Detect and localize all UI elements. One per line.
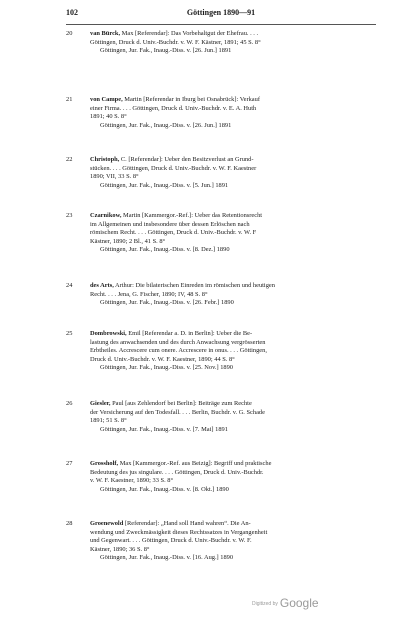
entry-citation bbox=[90, 96, 378, 122]
watermark-prefix: Digitized by bbox=[252, 600, 278, 607]
author-name: Christoph, bbox=[90, 156, 120, 163]
entry-text: Arthur: Die bilaterischen Einreden im römischen und heutigen Recht. . . . Jena, G. Fischer, 1890; IV, 48 S. 8° bbox=[90, 282, 275, 298]
entry-citation bbox=[90, 520, 378, 554]
entry-text: Emil [Referendar a. D. in Berlin]: Ueber die Be- lastung des anwachsenden und des durch Anwachsung vergrösserten Erbtheiles. Accrescere cum onere. Accrescere in onus. . . . Göttingen, Druck d. Univ.-Buchdr. v. W. F. Kaestner, 1890; 44 S. 8° bbox=[90, 330, 267, 363]
bibliography-entry bbox=[66, 212, 378, 255]
entry-citation bbox=[90, 460, 378, 486]
dissertation-note: Göttingen, Jur. Fak., Inaug.-Diss. v. [26. Jun.] 1891 bbox=[100, 121, 232, 129]
entry-number: 20 bbox=[66, 30, 73, 37]
dissertation-note: Göttingen, Jur. Fak., Inaug.-Diss. v. [5. Jun.] 1891 bbox=[100, 181, 229, 189]
dissertation-note: Göttingen, Jur. Fak., Inaug.-Diss. v. [8. Okt.] 1890 bbox=[100, 485, 229, 493]
author-name: Grossholf, bbox=[90, 460, 119, 467]
entry-number: 26 bbox=[66, 400, 73, 407]
page-number: 102 bbox=[66, 8, 78, 17]
author-name: Groenewold bbox=[90, 520, 124, 527]
entry-number: 22 bbox=[66, 156, 73, 163]
entry-citation bbox=[90, 212, 378, 246]
dissertation-note: Göttingen, Jur. Fak., Inaug.-Diss. v. [8. Dez.] 1890 bbox=[100, 246, 230, 254]
dissertation-note: Göttingen, Jur. Fak., Inaug.-Diss. v. [25. Nov.] 1890 bbox=[100, 364, 234, 372]
google-watermark bbox=[252, 596, 319, 610]
author-name: Giesler, bbox=[90, 400, 111, 407]
entry-text: Martin [Referendar in Iburg bei Osnabrück]: Verkauf einer Firma. . . . Göttingen, Druck d. Univ.-Buchdr. v. E. A. Huth 1891; 40 S. 8° bbox=[90, 96, 260, 121]
entry-text: Martin [Kammergor.-Ref.]: Ueber das Retentionsrecht im Allgemeinen und insbesondere über dessen Erlöschen nach römischem Recht. . . . Göttingen, Druck d. Univ.-Buchdr. v. W. F Kästner, 1890; 2 Bl., 41 S. 8° bbox=[90, 212, 263, 245]
bibliography-entry bbox=[66, 30, 378, 56]
bibliography-entry bbox=[66, 282, 378, 308]
dissertation-note: Göttingen, Jur. Fak., Inaug.-Diss. v. [26. Jun.] 1891 bbox=[100, 47, 232, 55]
dissertation-note: Göttingen, Jur. Fak., Inaug.-Diss. v. [7. Mai] 1891 bbox=[100, 425, 228, 433]
author-name: des Arts, bbox=[90, 282, 114, 289]
entry-text: Max [Kammergor.-Ref. aus Beizig]: Begriff und praktische Bedeutung des jus singulare. . . . Göttingen, Druck d. Univ.-Buchdr. v. W. F. Kaestner, 1890; 33 S. 8° bbox=[90, 460, 272, 485]
bibliography-entry bbox=[66, 96, 378, 130]
entry-number: 28 bbox=[66, 520, 73, 527]
dissertation-note: Göttingen, Jur. Fak., Inaug.-Diss. v. [26. Febr.] 1890 bbox=[100, 299, 234, 307]
bibliography-entry bbox=[66, 460, 378, 494]
author-name: van Bürck, bbox=[90, 30, 121, 37]
entry-citation bbox=[90, 30, 378, 47]
entry-citation bbox=[90, 156, 378, 182]
entry-number: 24 bbox=[66, 282, 73, 289]
bibliography-entry bbox=[66, 156, 378, 190]
watermark-brand: Google bbox=[279, 596, 319, 610]
running-title: Göttingen 1890—91 bbox=[186, 8, 256, 17]
entry-text: C. [Referendar]: Ueber den Besitzverlust an Grund- stücken. . . . Göttingen, Druck d. Univ.-Buchdr. v. W. F. Kaestner 1890; VII, 33 S. 8° bbox=[90, 156, 257, 181]
author-name: Czarnikow, bbox=[90, 212, 122, 219]
entry-citation bbox=[90, 400, 378, 426]
entry-citation bbox=[90, 282, 378, 299]
bibliography-entry bbox=[66, 400, 378, 434]
header-rule bbox=[66, 24, 376, 25]
entry-text: Paul [aus Zehlendorf bei Berlin]: Beiträge zum Rechte der Versicherung auf den Todesfall. . . . Berlin, Buchdr. v. G. Schade 1891; 51 S. 8° bbox=[90, 400, 265, 425]
bibliography-entry bbox=[66, 520, 378, 563]
author-name: von Campe, bbox=[90, 96, 123, 103]
entry-text: Max [Referendar]: Das Vorbehaltgut der Ehefrau. . . . Göttingen, Druck d. Univ.-Buchdr. v. W. F. Kästner, 1891; 45 S. 8° bbox=[90, 30, 261, 46]
entry-text: [Referendar]: „Hand soll Hand wahren“. Die An- wendung und Zweckmässigkeit dieses Rechtssatzes in Vergangenheit und Gegenwart. . . . Göttingen, Druck d. Univ.-Buchdr. v. W. F. Kästner, 1890; 36 S. 8° bbox=[90, 520, 268, 553]
entry-number: 25 bbox=[66, 330, 73, 337]
entry-citation bbox=[90, 330, 378, 364]
entry-number: 23 bbox=[66, 212, 73, 219]
page-header bbox=[66, 8, 376, 22]
dissertation-note: Göttingen, Jur. Fak., Inaug.-Diss. v. [16. Aug.] 1890 bbox=[100, 554, 234, 562]
entry-number: 27 bbox=[66, 460, 73, 467]
author-name: Dombrowski, bbox=[90, 330, 127, 337]
bibliography-entry bbox=[66, 330, 378, 373]
entry-number: 21 bbox=[66, 96, 73, 103]
